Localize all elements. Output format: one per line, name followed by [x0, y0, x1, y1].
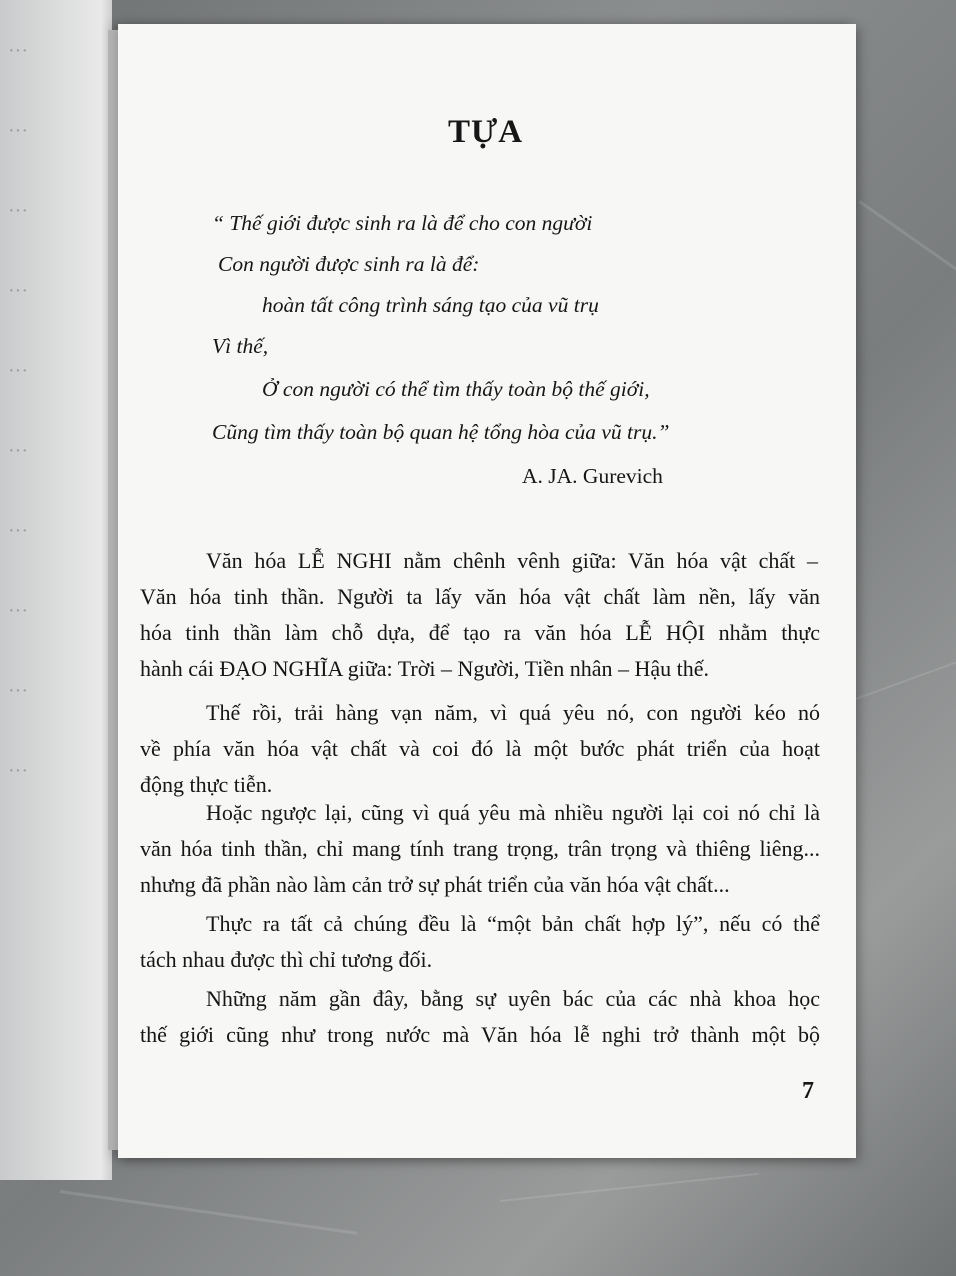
epigraph-line: “ Thế giới được sinh ra là để cho con người [212, 211, 593, 235]
facing-page-ghost-text: ··· [8, 120, 28, 142]
body-line: hành cái ĐẠO NGHĨA giữa: Trời – Người, Tiền nhân – Hậu thế. [140, 656, 709, 681]
page-number: 7 [802, 1078, 814, 1104]
body-line: Hoặc ngược lại, cũng vì quá yêu mà nhiều người lại coi nó chỉ là [206, 800, 820, 825]
facing-page-ghost-text: ··· [8, 520, 28, 542]
facing-page-ghost-text: ··· [8, 360, 28, 382]
facing-page-ghost-text: ··· [8, 200, 28, 222]
body-line: văn hóa tinh thần, chỉ mang tính trang trọng, trân trọng và thiêng liêng... [140, 836, 820, 861]
epigraph-line: hoàn tất công trình sáng tạo của vũ trụ [262, 293, 599, 317]
epigraph-line: Vì thế, [212, 334, 269, 358]
body-line: tách nhau được thì chỉ tương đối. [140, 947, 433, 972]
epigraph-line: Con người được sinh ra là để: [218, 252, 480, 276]
facing-page-ghost-text: ··· [8, 760, 28, 782]
facing-page-ghost-text: ··· [8, 280, 28, 302]
body-line: hóa tinh thần làm chỗ dựa, để tạo ra văn hóa LỄ HỘI nhằm thực [140, 620, 820, 645]
body-line: về phía văn hóa vật chất và coi đó là một bước phát triển của hoạt [140, 736, 820, 761]
chapter-title: TỰA [448, 114, 524, 150]
epigraph-line: Cũng tìm thấy toàn bộ quan hệ tổng hòa của vũ trụ.” [212, 420, 670, 444]
body-line: nhưng đã phần nào làm cản trở sự phát triển của văn hóa vật chất... [140, 872, 730, 897]
marble-streak [858, 200, 956, 283]
body-line: Thế rồi, trải hàng vạn năm, vì quá yêu nó, con người kéo nó [206, 700, 820, 725]
facing-page [0, 0, 112, 1180]
body-line: động thực tiễn. [140, 772, 273, 797]
body-line: thế giới cũng như trong nước mà Văn hóa lễ nghi trở thành một bộ [140, 1022, 820, 1047]
facing-page-ghost-text: ··· [8, 440, 28, 462]
facing-page-ghost-text: ··· [8, 680, 28, 702]
body-line: Văn hóa tinh thần. Người ta lấy văn hóa vật chất làm nền, lấy văn [140, 584, 820, 609]
marble-streak [850, 645, 956, 702]
body-line: Thực ra tất cả chúng đều là “một bản chất hợp lý”, nếu có thể [206, 911, 820, 936]
facing-page-ghost-text: ··· [8, 600, 28, 622]
epigraph-author: A. JA. Gurevich [522, 464, 663, 488]
facing-page-ghost-text: ··· [8, 40, 28, 62]
epigraph-line: Ở con người có thể tìm thấy toàn bộ thế giới, [262, 377, 650, 401]
body-line: Văn hóa LỄ NGHI nằm chênh vênh giữa: Văn hóa vật chất – [206, 548, 818, 573]
marble-streak [500, 1173, 759, 1202]
marble-streak [60, 1190, 357, 1235]
body-line: Những năm gần đây, bằng sự uyên bác của các nhà khoa học [206, 986, 820, 1011]
